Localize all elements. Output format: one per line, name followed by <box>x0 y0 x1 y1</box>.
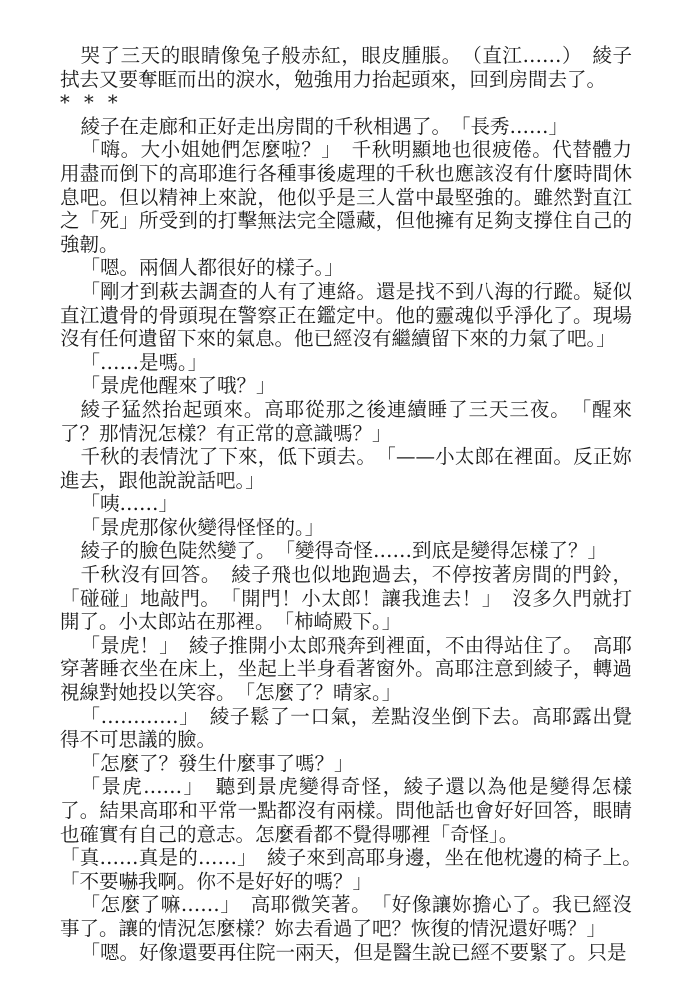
paragraph: 綾子在走廊和正好走出房間的千秋相遇了。 「長秀……」 <box>80 114 568 138</box>
paragraph: 「剛才到萩去調查的人有了連絡。還是找不到八海的行蹤。疑似直江遺骨的骨頭現在警察正在鑑定中。他的靈魂似乎淨化了。現場沒有任何遺留下來的氣息。他已經沒有繼續留下來的力氣了吧。」 <box>60 279 632 351</box>
paragraph: 「真……真是的……」 綾子來到高耶身邊，坐在他枕邊的椅子上。 「不要嚇我啊。你不是好好的嗎？」 <box>60 846 652 893</box>
paragraph: 「嗯。兩個人都很好的樣子。」 <box>80 256 344 280</box>
paragraph: 綾子猛然抬起頭來。高耶從那之後連續睡了三天三夜。 「醒來了？那情況怎樣？有正常的意識嗎？」 <box>60 397 632 445</box>
paragraph: 「景虎那傢伙變得怪怪的。」 <box>80 515 325 539</box>
paragraph: 「景虎他醒來了哦？」 <box>80 374 276 398</box>
paragraph: 「嗨。大小姐她們怎麼啦？」 千秋明顯地也很疲倦。代替體力用盡而倒下的高耶進行各種事後處理的千秋也應該沒有什麼時間休息吧。但以精神上來說，他似乎是三人當中最堅強的。雖然對直江之「死」所受到的打擊無法完全隱藏，但他擁有足夠支撐住自己的強韌。 <box>60 138 632 256</box>
paragraph: 「景虎！」 綾子推開小太郎飛奔到裡面，不由得站住了。 高耶穿著睡衣坐在床上，坐起上半身看著窗外。高耶注意到綾子，轉過視線對她投以笑容。 「怎麼了？晴家。」 <box>60 633 632 705</box>
document-page <box>60 44 652 964</box>
paragraph: 綾子的臉色陡然變了。 「變得奇怪……到底是變得怎樣了？」 <box>80 539 607 563</box>
paragraph: 「景虎……」 聽到景虎變得奇怪，綾子還以為他是變得怎樣了。結果高耶和平常一點都沒有兩樣。問他話也會好好回答，眼睛也確實有自己的意志。怎麼看都不覺得哪裡「奇怪」。 <box>60 775 632 846</box>
paragraph: 千秋的表情沈了下來，低下頭去。 「——小太郎在裡面。反正妳進去，跟他說說話吧。」 <box>60 445 632 492</box>
paragraph: 「咦……」 <box>80 492 178 516</box>
paragraph: 哭了三天的眼睛像兔子般赤紅，眼皮腫脹。 （直江……） 綾子拭去又要奪眶而出的淚水，勉強用力抬起頭來，回到房間去了。 <box>60 44 632 91</box>
section-separator: * * * <box>60 91 122 115</box>
paragraph: 千秋沒有回答。 綾子飛也似地跑過去，不停按著房間的門鈴，「碰碰」地敲門。 「開門！小太郎！讓我進去！」 沒多久門就打開了。小太郎站在那裡。 「柿崎殿下。」 <box>60 563 632 634</box>
paragraph: 「…………」 綾子鬆了一口氣，差點沒坐倒下去。高耶露出覺得不可思議的臉。 <box>60 704 632 752</box>
paragraph: 「怎麼了嘛……」 高耶微笑著。 「好像讓妳擔心了。我已經沒事了。讓的情況怎麼樣？妳去看過了吧？恢復的情況還好嗎？」 <box>60 893 632 940</box>
paragraph: 「……是嗎。」 <box>80 350 208 374</box>
paragraph: 「怎麼了？發生什麼事了嗎？」 <box>80 751 354 775</box>
paragraph: 「嗯。好像還要再住院一兩天，但是醫生說已經不要緊了。只是 <box>80 940 627 964</box>
